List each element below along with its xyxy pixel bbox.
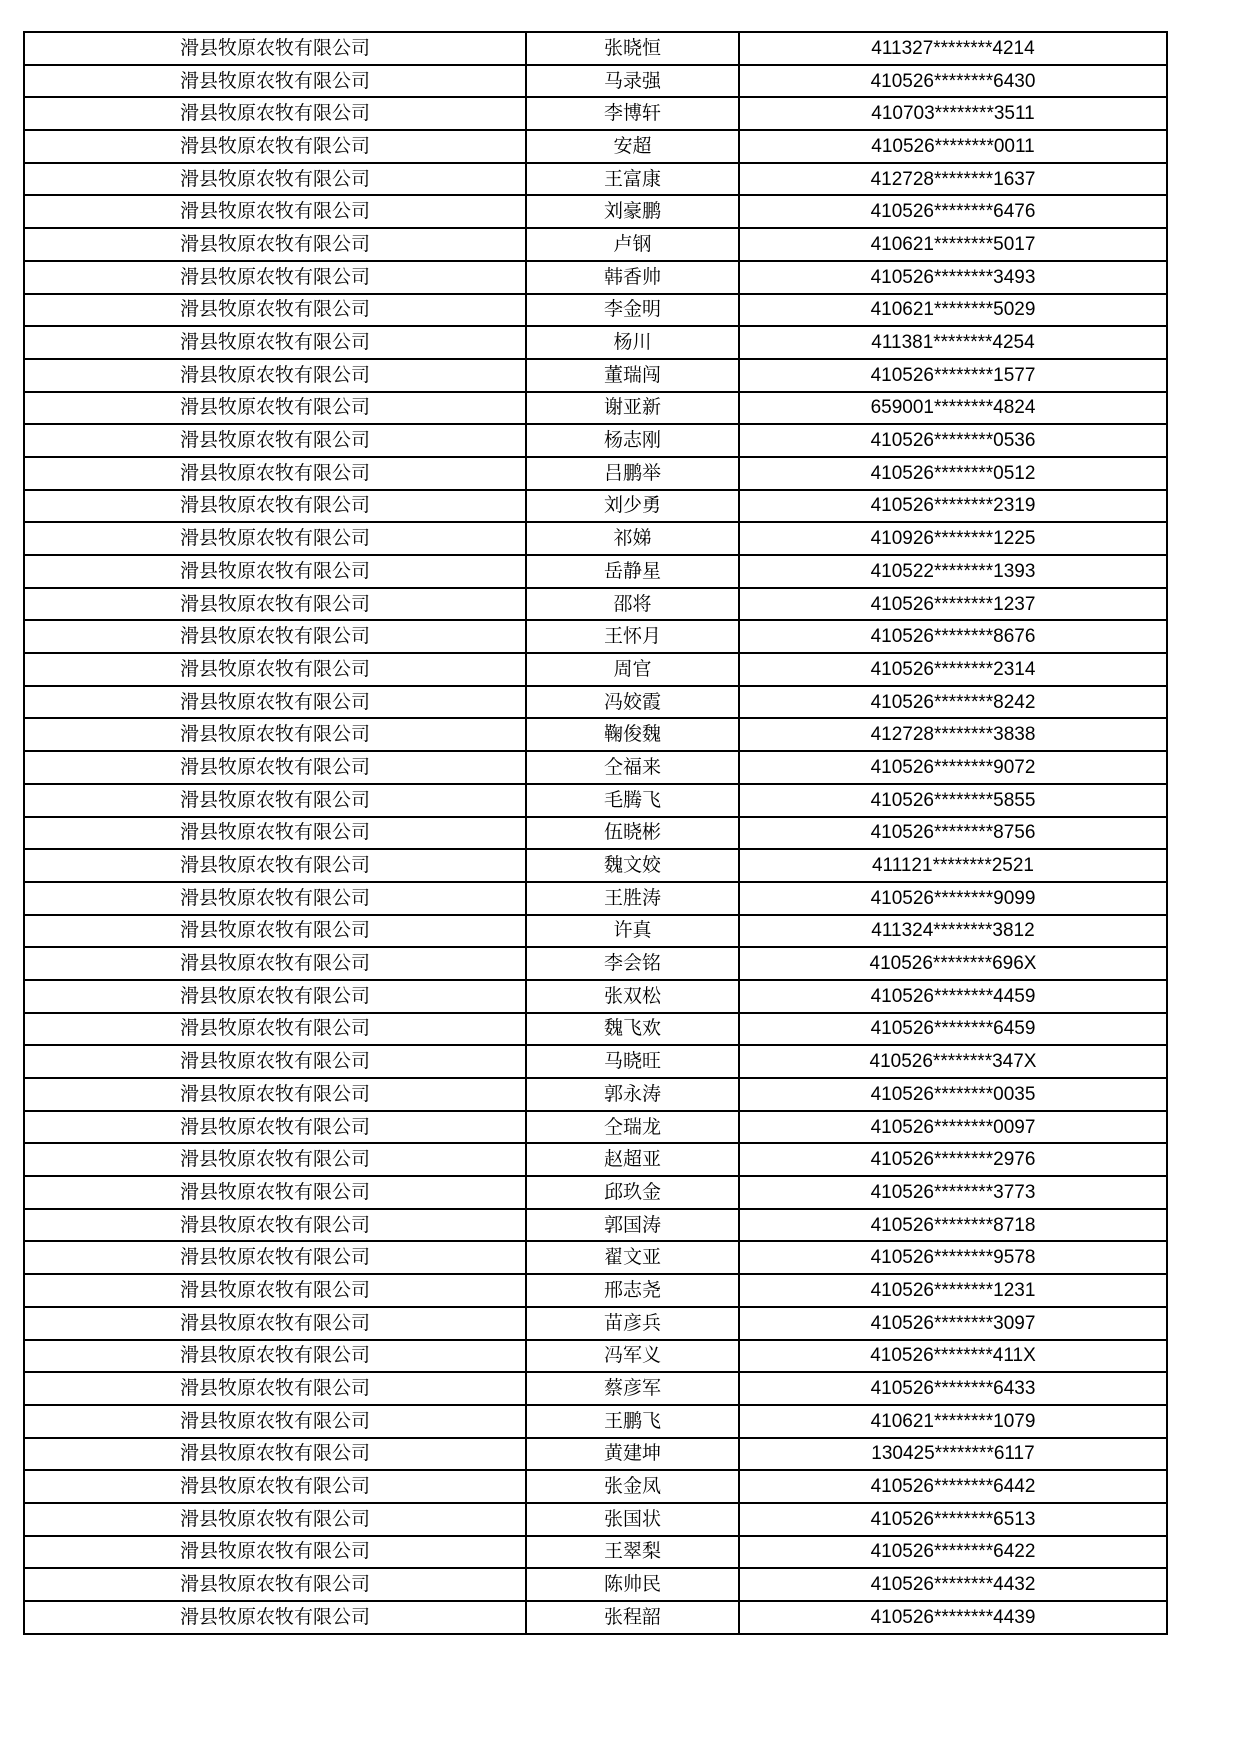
table-row (24, 1568, 1167, 1601)
company-cell: 滑县牧原农牧有限公司 (24, 1470, 526, 1503)
name-cell: 刘豪鹏 (526, 195, 739, 228)
company-cell: 滑县牧原农牧有限公司 (24, 1209, 526, 1242)
id-number-cell: 410526********4459 (739, 980, 1167, 1013)
company-cell: 滑县牧原农牧有限公司 (24, 32, 526, 65)
table-row (24, 1176, 1167, 1209)
id-number-cell: 410526********4432 (739, 1568, 1167, 1601)
table-row (24, 1078, 1167, 1111)
table-row (24, 261, 1167, 294)
company-cell: 滑县牧原农牧有限公司 (24, 457, 526, 490)
table-row (24, 97, 1167, 130)
company-cell: 滑县牧原农牧有限公司 (24, 686, 526, 719)
name-cell: 仝福来 (526, 751, 739, 784)
company-cell: 滑县牧原农牧有限公司 (24, 97, 526, 130)
company-cell: 滑县牧原农牧有限公司 (24, 620, 526, 653)
name-cell: 邱玖金 (526, 1176, 739, 1209)
name-cell: 黄建坤 (526, 1438, 739, 1471)
company-cell: 滑县牧原农牧有限公司 (24, 65, 526, 98)
table-row (24, 1013, 1167, 1046)
table-row (24, 522, 1167, 555)
company-cell: 滑县牧原农牧有限公司 (24, 1013, 526, 1046)
company-cell: 滑县牧原农牧有限公司 (24, 980, 526, 1013)
table-row (24, 228, 1167, 261)
name-cell: 张国状 (526, 1503, 739, 1536)
name-cell: 马录强 (526, 65, 739, 98)
table-row (24, 718, 1167, 751)
id-number-cell: 130425********6117 (739, 1438, 1167, 1471)
id-number-cell: 410526********6430 (739, 65, 1167, 98)
table-row (24, 620, 1167, 653)
company-cell: 滑县牧原农牧有限公司 (24, 1601, 526, 1634)
table-body (24, 32, 1167, 1634)
company-cell: 滑县牧原农牧有限公司 (24, 817, 526, 850)
company-cell: 滑县牧原农牧有限公司 (24, 1307, 526, 1340)
name-cell: 仝瑞龙 (526, 1111, 739, 1144)
name-cell: 杨川 (526, 326, 739, 359)
name-cell: 董瑞闯 (526, 359, 739, 392)
table-row (24, 980, 1167, 1013)
id-number-cell: 410703********3511 (739, 97, 1167, 130)
company-cell: 滑县牧原农牧有限公司 (24, 294, 526, 327)
id-number-cell: 410526********9072 (739, 751, 1167, 784)
id-number-cell: 410522********1393 (739, 555, 1167, 588)
table-row (24, 882, 1167, 915)
name-cell: 苗彦兵 (526, 1307, 739, 1340)
name-cell: 鞠俊魏 (526, 718, 739, 751)
name-cell: 郭国涛 (526, 1209, 739, 1242)
name-cell: 冯军义 (526, 1340, 739, 1373)
name-cell: 冯姣霞 (526, 686, 739, 719)
table-row (24, 1209, 1167, 1242)
name-cell: 邵将 (526, 588, 739, 621)
company-cell: 滑县牧原农牧有限公司 (24, 882, 526, 915)
name-cell: 蔡彦军 (526, 1372, 739, 1405)
table-row (24, 1045, 1167, 1078)
name-cell: 魏飞欢 (526, 1013, 739, 1046)
table-row (24, 32, 1167, 65)
table-row (24, 653, 1167, 686)
name-cell: 王富康 (526, 163, 739, 196)
table-row (24, 490, 1167, 523)
table-row (24, 130, 1167, 163)
table-row (24, 1601, 1167, 1634)
id-number-cell: 410526********1577 (739, 359, 1167, 392)
id-number-cell: 410621********5029 (739, 294, 1167, 327)
id-number-cell: 410526********6433 (739, 1372, 1167, 1405)
company-cell: 滑县牧原农牧有限公司 (24, 326, 526, 359)
id-number-cell: 410526********6476 (739, 195, 1167, 228)
table-row (24, 294, 1167, 327)
table-row (24, 784, 1167, 817)
id-number-cell: 410526********6459 (739, 1013, 1167, 1046)
id-number-cell: 411327********4214 (739, 32, 1167, 65)
table-row (24, 817, 1167, 850)
table-row (24, 1405, 1167, 1438)
name-cell: 安超 (526, 130, 739, 163)
company-cell: 滑县牧原农牧有限公司 (24, 588, 526, 621)
table-row (24, 751, 1167, 784)
personnel-table (23, 31, 1168, 1635)
table-row (24, 849, 1167, 882)
company-cell: 滑县牧原农牧有限公司 (24, 424, 526, 457)
company-cell: 滑县牧原农牧有限公司 (24, 490, 526, 523)
id-number-cell: 410526********0512 (739, 457, 1167, 490)
table-row (24, 392, 1167, 425)
company-cell: 滑县牧原农牧有限公司 (24, 1274, 526, 1307)
table-row (24, 1111, 1167, 1144)
name-cell: 杨志刚 (526, 424, 739, 457)
company-cell: 滑县牧原农牧有限公司 (24, 1176, 526, 1209)
company-cell: 滑县牧原农牧有限公司 (24, 1111, 526, 1144)
id-number-cell: 410526********2319 (739, 490, 1167, 523)
table-row (24, 359, 1167, 392)
company-cell: 滑县牧原农牧有限公司 (24, 1241, 526, 1274)
name-cell: 周官 (526, 653, 739, 686)
company-cell: 滑县牧原农牧有限公司 (24, 751, 526, 784)
table-row (24, 555, 1167, 588)
name-cell: 许真 (526, 915, 739, 948)
company-cell: 滑县牧原农牧有限公司 (24, 849, 526, 882)
company-cell: 滑县牧原农牧有限公司 (24, 784, 526, 817)
table-row (24, 1372, 1167, 1405)
name-cell: 李会铭 (526, 947, 739, 980)
table-row (24, 686, 1167, 719)
table-row (24, 457, 1167, 490)
id-number-cell: 410526********347X (739, 1045, 1167, 1078)
id-number-cell: 410526********1231 (739, 1274, 1167, 1307)
id-number-cell: 410526********4439 (739, 1601, 1167, 1634)
name-cell: 陈帅民 (526, 1568, 739, 1601)
id-number-cell: 410526********0536 (739, 424, 1167, 457)
id-number-cell: 411381********4254 (739, 326, 1167, 359)
name-cell: 马晓旺 (526, 1045, 739, 1078)
name-cell: 王鹏飞 (526, 1405, 739, 1438)
table-row (24, 424, 1167, 457)
id-number-cell: 410621********1079 (739, 1405, 1167, 1438)
table-row (24, 1438, 1167, 1471)
company-cell: 滑县牧原农牧有限公司 (24, 359, 526, 392)
id-number-cell: 410526********3773 (739, 1176, 1167, 1209)
id-number-cell: 410526********411X (739, 1340, 1167, 1373)
id-number-cell: 410526********696X (739, 947, 1167, 980)
table-row (24, 65, 1167, 98)
id-number-cell: 410526********8676 (739, 620, 1167, 653)
table-row (24, 1274, 1167, 1307)
id-number-cell: 410526********6513 (739, 1503, 1167, 1536)
company-cell: 滑县牧原农牧有限公司 (24, 522, 526, 555)
table-row (24, 195, 1167, 228)
name-cell: 王胜涛 (526, 882, 739, 915)
id-number-cell: 410526********3097 (739, 1307, 1167, 1340)
name-cell: 谢亚新 (526, 392, 739, 425)
company-cell: 滑县牧原农牧有限公司 (24, 1568, 526, 1601)
company-cell: 滑县牧原农牧有限公司 (24, 195, 526, 228)
id-number-cell: 411121********2521 (739, 849, 1167, 882)
table-row (24, 1340, 1167, 1373)
name-cell: 刘少勇 (526, 490, 739, 523)
company-cell: 滑县牧原农牧有限公司 (24, 1143, 526, 1176)
name-cell: 卢钢 (526, 228, 739, 261)
company-cell: 滑县牧原农牧有限公司 (24, 947, 526, 980)
name-cell: 李博轩 (526, 97, 739, 130)
id-number-cell: 410526********2976 (739, 1143, 1167, 1176)
table-row (24, 1536, 1167, 1569)
name-cell: 毛腾飞 (526, 784, 739, 817)
name-cell: 张金凤 (526, 1470, 739, 1503)
id-number-cell: 410526********0035 (739, 1078, 1167, 1111)
id-number-cell: 410526********5855 (739, 784, 1167, 817)
name-cell: 岳静星 (526, 555, 739, 588)
company-cell: 滑县牧原农牧有限公司 (24, 1503, 526, 1536)
company-cell: 滑县牧原农牧有限公司 (24, 1045, 526, 1078)
company-cell: 滑县牧原农牧有限公司 (24, 163, 526, 196)
company-cell: 滑县牧原农牧有限公司 (24, 915, 526, 948)
company-cell: 滑县牧原农牧有限公司 (24, 1438, 526, 1471)
name-cell: 翟文亚 (526, 1241, 739, 1274)
name-cell: 魏文姣 (526, 849, 739, 882)
table-row (24, 163, 1167, 196)
name-cell: 伍晓彬 (526, 817, 739, 850)
company-cell: 滑县牧原农牧有限公司 (24, 261, 526, 294)
id-number-cell: 410526********6422 (739, 1536, 1167, 1569)
table-row (24, 1143, 1167, 1176)
name-cell: 吕鹏举 (526, 457, 739, 490)
name-cell: 王翠梨 (526, 1536, 739, 1569)
table-row (24, 588, 1167, 621)
name-cell: 张程韶 (526, 1601, 739, 1634)
id-number-cell: 410526********9099 (739, 882, 1167, 915)
id-number-cell: 410526********0097 (739, 1111, 1167, 1144)
table-row (24, 326, 1167, 359)
name-cell: 祁娣 (526, 522, 739, 555)
id-number-cell: 410526********2314 (739, 653, 1167, 686)
id-number-cell: 410926********1225 (739, 522, 1167, 555)
name-cell: 韩香帅 (526, 261, 739, 294)
table-row (24, 1503, 1167, 1536)
company-cell: 滑县牧原农牧有限公司 (24, 555, 526, 588)
company-cell: 滑县牧原农牧有限公司 (24, 1340, 526, 1373)
company-cell: 滑县牧原农牧有限公司 (24, 392, 526, 425)
company-cell: 滑县牧原农牧有限公司 (24, 228, 526, 261)
company-cell: 滑县牧原农牧有限公司 (24, 653, 526, 686)
id-number-cell: 410526********9578 (739, 1241, 1167, 1274)
id-number-cell: 410526********0011 (739, 130, 1167, 163)
table-row (24, 1470, 1167, 1503)
name-cell: 张双松 (526, 980, 739, 1013)
id-number-cell: 412728********3838 (739, 718, 1167, 751)
table-row (24, 947, 1167, 980)
name-cell: 李金明 (526, 294, 739, 327)
id-number-cell: 410621********5017 (739, 228, 1167, 261)
company-cell: 滑县牧原农牧有限公司 (24, 718, 526, 751)
name-cell: 郭永涛 (526, 1078, 739, 1111)
id-number-cell: 410526********3493 (739, 261, 1167, 294)
table-row (24, 1241, 1167, 1274)
name-cell: 张晓恒 (526, 32, 739, 65)
id-number-cell: 410526********8756 (739, 817, 1167, 850)
id-number-cell: 410526********6442 (739, 1470, 1167, 1503)
id-number-cell: 411324********3812 (739, 915, 1167, 948)
company-cell: 滑县牧原农牧有限公司 (24, 130, 526, 163)
name-cell: 王怀月 (526, 620, 739, 653)
id-number-cell: 412728********1637 (739, 163, 1167, 196)
company-cell: 滑县牧原农牧有限公司 (24, 1078, 526, 1111)
company-cell: 滑县牧原农牧有限公司 (24, 1405, 526, 1438)
id-number-cell: 410526********8718 (739, 1209, 1167, 1242)
id-number-cell: 659001********4824 (739, 392, 1167, 425)
company-cell: 滑县牧原农牧有限公司 (24, 1536, 526, 1569)
company-cell: 滑县牧原农牧有限公司 (24, 1372, 526, 1405)
table-row (24, 1307, 1167, 1340)
name-cell: 邢志尧 (526, 1274, 739, 1307)
table-row (24, 915, 1167, 948)
id-number-cell: 410526********1237 (739, 588, 1167, 621)
id-number-cell: 410526********8242 (739, 686, 1167, 719)
name-cell: 赵超亚 (526, 1143, 739, 1176)
